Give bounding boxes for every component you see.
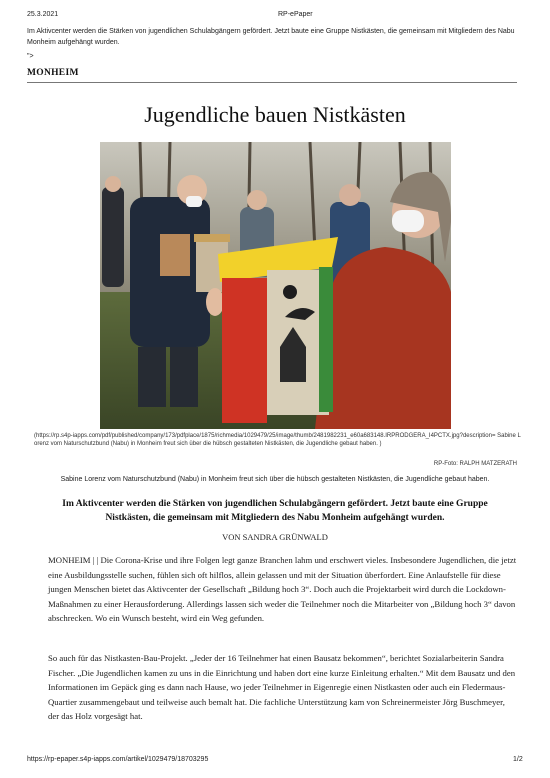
article-photo (100, 142, 451, 429)
article-author: VON SANDRA GRÜNWALD (222, 532, 328, 542)
photo-credit: RP-Foto: RALPH MATZERATH (433, 461, 517, 467)
section-label: MONHEIM (27, 68, 79, 78)
page-header-title: RP-ePaper (278, 11, 313, 18)
body-paragraph-1: MONHEIM | | Die Corona-Krise und ihre Folgen legt ganze Branchen lahm und erschwert vieles. Insbesondere Jugendlichen, die jetzt eine Ausbildungsstelle suchen, fühlen sich oft hilflos, allein gelassen und mit der Situation überfordert. Eine Anlaufstelle für diese jungen Menschen bietet das Aktivcenter der Gesellschaft „Bildung hoch 3“. Doch auch die Projektarbeit wird durch die Lockdown-Maßnahmen zu einer Herausforderung. Allerdings lassen sich weder die Teilnehmer noch die Mitarbeiter von „Bildung hoch 3“ davon abschrecken. Wo ein Wunsch besteht, wird ein Weg gefunden. (48, 555, 517, 624)
print-date: 25.3.2021 (27, 11, 59, 18)
article-headline: Jugendliche bauen Nistkästen (144, 102, 406, 127)
image-source-link[interactable]: (https://rp.s4p-iapps.com/pdf/published/company/173/pdfplace/1875/richmedia/1029479/25/image/thumb/2481982231_e60a683148.IRPRODGERA_I4PCTX.jpg?description= Sabine Lorenz vom Naturschutzbund (Nabu) in Monheim freut sich über die hübsch gestalteten Nistkästen, die Jugendliche gebaut haben. ) (34, 433, 521, 447)
body-paragraph-2: So auch für das Nistkasten-Bau-Projekt. „Jeder der 16 Teilnehmer hat einen Bausatz bekommen“, berichtet Sozialarbeiterin Sandra Fischer. „Die Jugendlichen kamen zu uns in die Einrichtung und haben dort eine kurze Einleitung erhalten.“ Mit dem Bausatz und den Informationen im Gepäck ging es dann nach Hause, wo jeder Teilnehmer in Eigenregie einen Nistkasten oder auch ein Fledermaus-Quartier zusammengebaut und teilweise auch bemalt hat. Die fachliche Unterstützung kam von Schreinermeister Jörg Buschmeyer, der das Holz vorgesägt hat. (48, 653, 516, 722)
photo-caption: Sabine Lorenz vom Naturschutzbund (Nabu) in Monheim freut sich über die hübsch gestalteten Nistkästen, die Jugendliche gebaut haben. (60, 476, 490, 483)
stray-markup: "> (27, 53, 34, 60)
footer-url: https://rp-epaper.s4p-iapps.com/artikel/1029479/18703295 (27, 756, 209, 763)
page-number: 1/2 (513, 756, 523, 763)
article-summary: Im Aktivcenter werden die Stärken von jugendlichen Schulabgängern gefördert. Jetzt baute eine Gruppe Nistkästen, die gemeinsam mit Mitgliedern des Nabu Monheim aufgehängt wurden. (27, 28, 515, 46)
section-divider (27, 82, 517, 83)
article-lead: Im Aktivcenter werden die Stärken von jugendlichen Schulabgängern gefördert. Jetzt baute eine Gruppe Nistkästen, die gemeinsam mit Mitgliedern des Nabu Monheim aufgehängt wurden. (62, 499, 488, 523)
